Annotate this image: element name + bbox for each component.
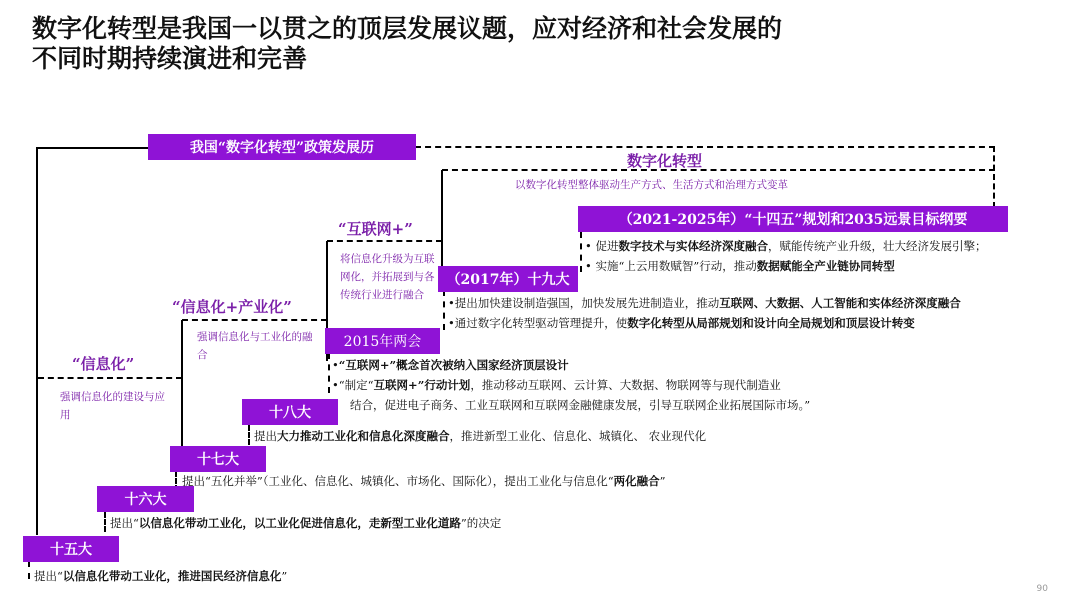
shisiwu-item-1 <box>585 236 986 256</box>
milestone-shijiu-box <box>438 266 578 292</box>
tick-shiliu <box>104 512 106 532</box>
tick-lianghui <box>328 353 330 393</box>
step-digital-dashed <box>442 169 995 171</box>
stage-digital-desc: 以数字化转型整体驱动生产方式、生活方式和治理方式变革 <box>515 179 788 191</box>
shiwu-text-a: 提出“ <box>34 569 63 583</box>
stage-internet-desc: 将信息化升级为互联网化，并拓展到与各传统行业进行融合 <box>340 253 435 301</box>
title-line-1: 数字化转型是我国一以贯之的顶层发展议题，应对经济和社会发展的 <box>32 14 783 43</box>
title-line-2: 不同时期持续演进和完善 <box>32 44 308 73</box>
shiwu-text-b: 以信息化带动工业化，推进国民经济信息化 <box>62 569 282 583</box>
milestone-shiqi-text <box>182 471 666 491</box>
tick-shiwu <box>28 561 30 579</box>
milestone-shijiu-label: （2017年）十九大 <box>446 272 570 288</box>
frame-top-left-line <box>36 147 148 149</box>
stage-info-desc: 强调信息化的建设与应用 <box>60 391 165 421</box>
shisiwu-bullet-2: • <box>585 259 592 273</box>
frame-top-dashed-line <box>415 146 995 148</box>
tick-shisiwu <box>580 232 582 272</box>
lianghui-item-2-bold: 互联网+”行动计划 <box>373 378 471 392</box>
shijiu-bullet-2: • <box>448 316 455 330</box>
shiliu-text-a: 提出“ <box>110 516 139 530</box>
shijiu-item-1-pre: 提出加快建设制造强国，加快发展先进制造业，推动 <box>454 296 720 310</box>
lianghui-item-1 <box>332 355 810 375</box>
shiliu-text-b: 以信息化带动工业化，以工业化促进信息化，走新型工业化道路 <box>138 516 461 530</box>
milestone-shiliu-text <box>110 513 501 533</box>
step-digital-vertical <box>441 170 443 275</box>
lianghui-item-2-cont <box>332 395 810 415</box>
step-info-ind-dashed <box>182 319 327 321</box>
milestone-shiwu-text <box>34 566 287 586</box>
shijiu-item-2-bold: 数字化转型从局部规划和设计向全局规划和顶层设计转变 <box>627 316 915 330</box>
shiba-text-b: 大力推动工业化和信息化深度融合 <box>277 429 450 443</box>
milestone-lianghui-label: 2015年两会 <box>343 334 422 350</box>
lianghui-bullet-2: • <box>332 378 339 392</box>
milestone-shiliu-box <box>97 486 194 512</box>
milestone-shiba-box <box>242 399 338 425</box>
page-title <box>32 14 1032 74</box>
milestone-shiliu-label: 十六大 <box>124 492 167 508</box>
shisiwu-item-1-bold: 数字技术与实体经济深度融合 <box>618 239 768 253</box>
shisiwu-item-2-pre: 实施“上云用数赋智”行动，推动 <box>595 259 757 273</box>
policy-history-text: 我国“数字化转型”政策发展历 <box>189 140 375 156</box>
shisiwu-item-1-post: ，赋能传统产业升级，壮大经济发展引擎； <box>767 239 987 253</box>
shijiu-bullets <box>448 293 961 333</box>
shijiu-item-2 <box>448 313 961 333</box>
stage-internet-title: “互联网+” <box>338 220 413 238</box>
frame-right-dashed-line <box>993 146 995 208</box>
frame-left-line <box>36 147 38 535</box>
shiqi-text-c: ” <box>659 474 666 488</box>
milestone-lianghui-box <box>325 328 440 354</box>
shiwu-text-c: ” <box>281 569 288 583</box>
milestone-shiba-label: 十八大 <box>269 405 311 421</box>
lianghui-item-2-pre: “制定“ <box>338 378 374 392</box>
shijiu-item-1-bold: 互联网、大数据、人工智能和实体经济深度融合 <box>719 296 961 310</box>
shisiwu-item-1-pre: 促进 <box>595 239 619 253</box>
stage-digital-title: 数字化转型 <box>627 152 703 170</box>
shisiwu-bullet-1: • <box>585 239 592 253</box>
milestone-shiba-text <box>254 426 706 446</box>
milestone-shiwu-label: 十五大 <box>50 542 92 558</box>
step-info-dashed <box>38 377 182 379</box>
lianghui-item-2-line2: 结合，促进电子商务、工业互联网和互联网金融健康发展，引导互联网企业拓展国际市场。” <box>350 398 811 412</box>
shisiwu-item-2 <box>585 256 986 276</box>
shiliu-text-c: ”的决定 <box>460 516 502 530</box>
shiba-text-a: 提出 <box>254 429 277 443</box>
shisiwu-item-2-bold: 数据赋能全产业链协同转型 <box>756 259 895 273</box>
lianghui-item-2-post: ，推动移动互联网、云计算、大数据、物联网等与现代制造业 <box>470 378 781 392</box>
tick-shijiu <box>443 290 445 330</box>
milestone-shisiwu-label: （2021-2025年）“十四五”规划和2035远景目标纲要 <box>618 212 968 228</box>
stage-info-title: “信息化” <box>72 355 135 373</box>
shisiwu-bullets <box>585 236 986 276</box>
shiqi-text-b: 两化融合 <box>613 474 660 488</box>
shiqi-text-a: 提出“五化并举”（工业化、信息化、城镇化、市场化、国际化），提出工业化与信息化“ <box>182 474 614 488</box>
stage-info-ind-title: “信息化+产业化” <box>172 298 292 316</box>
lianghui-item-2 <box>332 375 810 395</box>
stage-info-ind-desc: 强调信息化与工业化的融合 <box>197 331 313 361</box>
lianghui-bullet-1: • <box>332 358 339 372</box>
milestone-shisiwu-box <box>578 206 1008 232</box>
shijiu-item-1 <box>448 293 961 313</box>
shijiu-item-2-pre: 通过数字化转型驱动管理提升，使 <box>454 316 628 330</box>
milestone-shiwu-box <box>23 536 119 562</box>
milestone-shiqi-label: 十七大 <box>197 452 239 468</box>
lianghui-item-1-bold: “互联网+”概念首次被纳入国家经济顶层设计 <box>338 358 569 372</box>
step-internet-dashed <box>327 240 442 242</box>
tick-shiba <box>248 425 250 445</box>
milestone-shiqi-box <box>170 446 266 472</box>
shijiu-bullet-1: • <box>448 296 455 310</box>
shiba-text-c: ，推进新型工业化、信息化、城镇化、 农业现代化 <box>449 429 707 443</box>
page-number: 90 <box>1036 584 1048 594</box>
policy-history-label <box>148 134 416 160</box>
lianghui-bullets <box>332 355 810 415</box>
